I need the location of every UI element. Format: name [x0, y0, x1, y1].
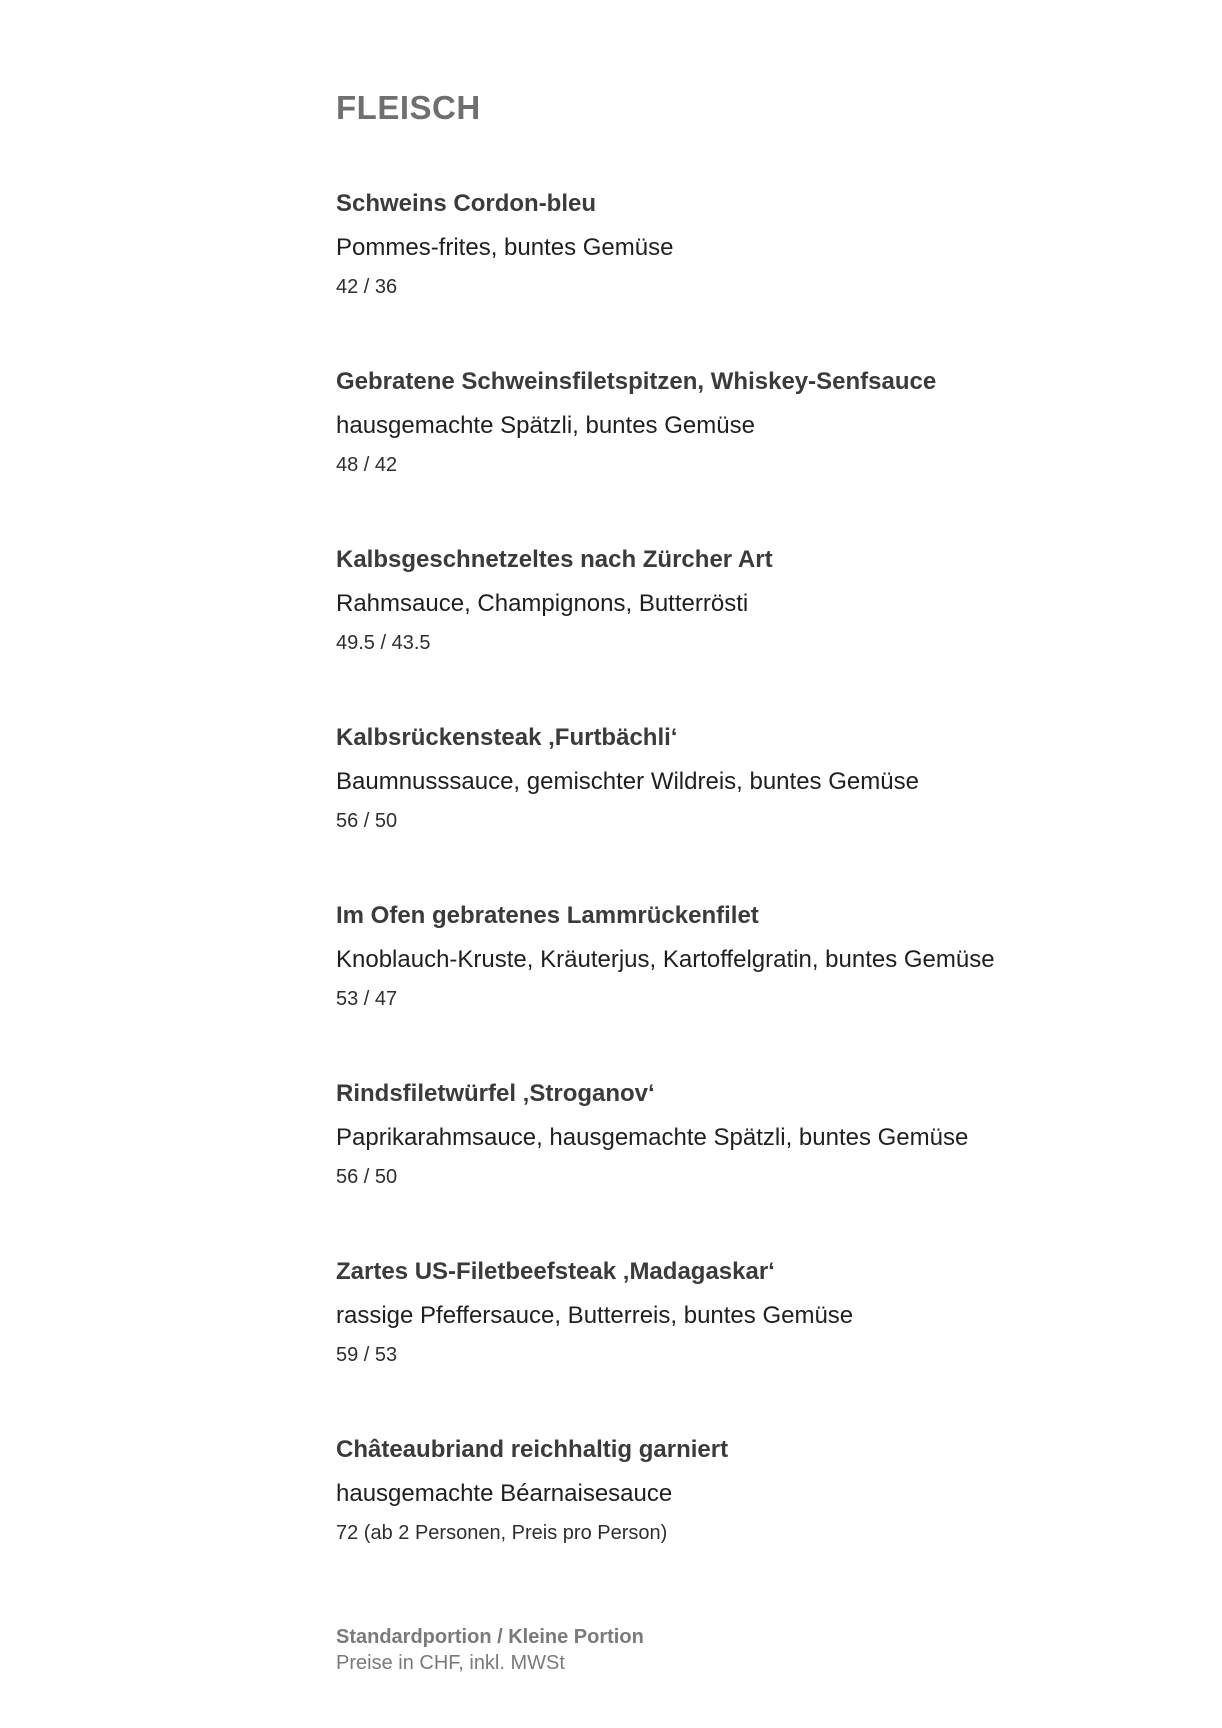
section-title: FLEISCH [336, 89, 481, 126]
item-description: Baumnusssauce, gemischter Wildreis, buntes Gemüse [336, 768, 919, 795]
item-name: Châteaubriand reichhaltig garniert [336, 1436, 729, 1463]
menu-item [336, 188, 1096, 300]
item-price: 72 (ab 2 Personen, Preis pro Person) [336, 1522, 668, 1544]
item-price: 56 / 50 [336, 1166, 398, 1188]
item-description: Pommes-frites, buntes Gemüse [336, 234, 674, 261]
item-description: hausgemachte Spätzli, buntes Gemüse [336, 412, 755, 439]
item-description: Knoblauch-Kruste, Kräuterjus, Kartoffelgratin, buntes Gemüse [336, 946, 995, 973]
menu-item [336, 1256, 1096, 1368]
item-name: Kalbsgeschnetzeltes nach Zürcher Art [336, 546, 773, 573]
item-description: hausgemachte Béarnaisesauce [336, 1480, 673, 1507]
item-name: Im Ofen gebratenes Lammrückenfilet [336, 902, 759, 929]
menu-item [336, 1434, 1096, 1546]
item-name: Gebratene Schweinsfiletspitzen, Whiskey-Senfsauce [336, 368, 937, 395]
item-price: 49.5 / 43.5 [336, 632, 431, 654]
footer [336, 1624, 1096, 1676]
item-description: Paprikarahmsauce, hausgemachte Spätzli, buntes Gemüse [336, 1124, 969, 1151]
item-name: Zartes US-Filetbeefsteak ‚Madagaskar‘ [336, 1258, 775, 1285]
item-description: rassige Pfeffersauce, Butterreis, buntes Gemüse [336, 1302, 854, 1329]
item-name: Schweins Cordon-bleu [336, 190, 597, 217]
item-price: 42 / 36 [336, 276, 398, 298]
menu-item [336, 722, 1096, 834]
menu-item [336, 544, 1096, 656]
item-description: Rahmsauce, Champignons, Butterrösti [336, 590, 749, 617]
item-name: Rindsfiletwürfel ‚Stroganov‘ [336, 1080, 655, 1107]
menu-item [336, 366, 1096, 478]
menu-item [336, 900, 1096, 1012]
item-price: 53 / 47 [336, 988, 398, 1010]
currency-note: Preise in CHF, inkl. MWSt [336, 1652, 565, 1674]
item-name: Kalbsrückensteak ‚Furtbächli‘ [336, 724, 678, 751]
item-price: 56 / 50 [336, 810, 398, 832]
item-price: 48 / 42 [336, 454, 398, 476]
item-price: 59 / 53 [336, 1344, 398, 1366]
menu-item [336, 1078, 1096, 1190]
portion-note: Standardportion / Kleine Portion [336, 1626, 644, 1648]
